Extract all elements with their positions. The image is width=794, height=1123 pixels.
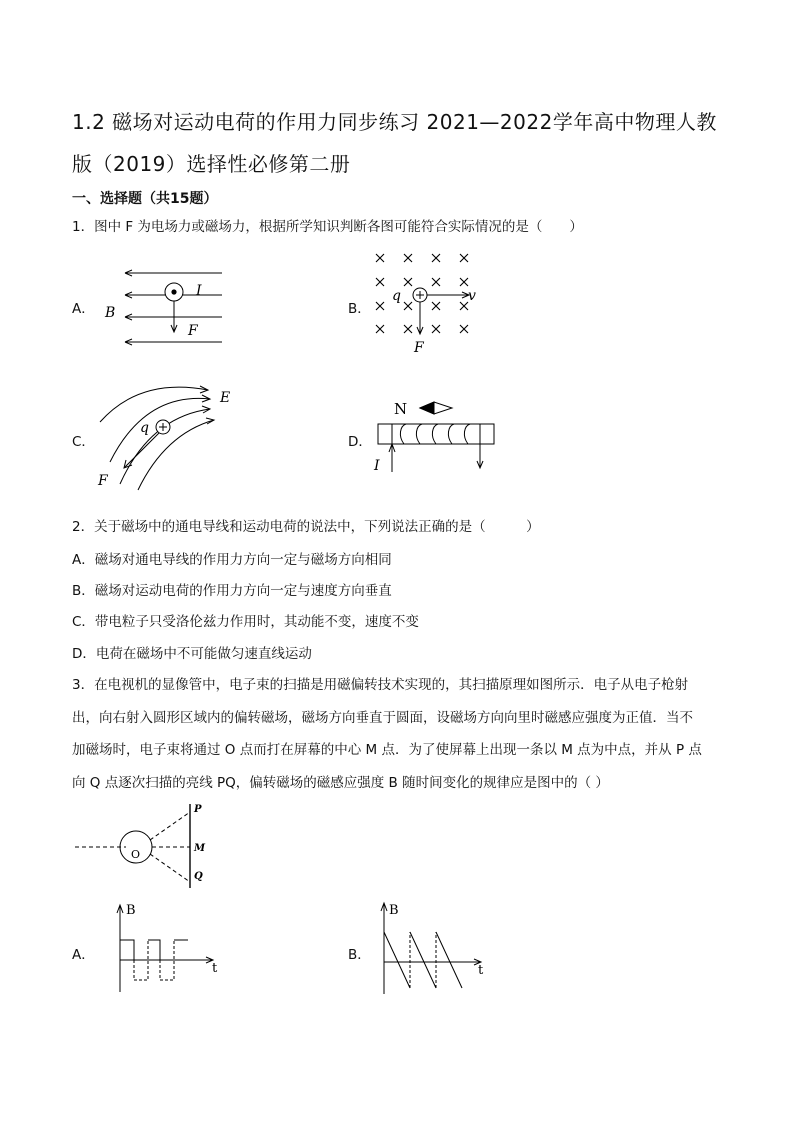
crt-label-p: P xyxy=(194,804,202,815)
q3-label-b: B． xyxy=(348,947,371,963)
q3-line-3: 加磁场时，电子束将通过 O 点而打在屏幕的中心 M 点．为了使屏幕上出现一条以 M 点为中点，并从 P 点 xyxy=(72,742,702,758)
graph-a-y-label: B xyxy=(126,903,136,918)
q3-label-a: A． xyxy=(72,947,95,963)
q1-label-b: B． xyxy=(348,301,371,317)
fig-c-label-f: F xyxy=(98,473,108,489)
graph-a-x-label: t xyxy=(212,961,218,976)
crt-label-o: O xyxy=(131,848,141,861)
fig-d-label-i: I xyxy=(374,458,380,474)
q1-figure-d xyxy=(368,392,508,484)
q1-figure-a xyxy=(100,265,240,355)
q3-line-4: 向 Q 点逐次扫描的亮线 PQ，偏转磁场的磁感应强度 B 随时间变化的规律应是图中的（ ） xyxy=(72,775,609,791)
page-title-line1: 1.2 磁场对运动电荷的作用力同步练习 2021—2022学年高中物理人教 xyxy=(72,110,717,134)
q1-label-c: C． xyxy=(72,434,95,450)
fig-c-label-e: E xyxy=(220,390,231,406)
graph-b-y-label: B xyxy=(389,903,399,918)
fig-a-label-b: B xyxy=(105,305,116,321)
q2-option-c: C．带电粒子只受洛伦兹力作用时，其动能不变，速度不变 xyxy=(72,614,419,630)
q3-graph-b xyxy=(372,900,497,995)
fig-b-label-f: F xyxy=(414,340,424,356)
q2-stem: 2．关于磁场中的通电导线和运动电荷的说法中，下列说法正确的是（ ） xyxy=(72,519,540,535)
q2-option-a: A．磁场对通电导线的作用力方向一定与磁场方向相同 xyxy=(72,552,392,568)
q3-line-1: 3．在电视机的显像管中，电子束的扫描是用磁偏转技术实现的，其扫描原理如图所示．电子从电子枪射 xyxy=(72,677,689,693)
q3-line-2: 出，向右射入圆形区域内的偏转磁场，磁场方向垂直于圆面，设磁场方向向里时磁感应强度为正值．当不 xyxy=(72,710,693,726)
fig-a-label-i: I xyxy=(196,283,202,299)
section-heading: 一、选择题（共15题） xyxy=(72,191,218,207)
fig-b-label-v: v xyxy=(468,288,476,304)
q3-graph-a xyxy=(100,900,225,995)
q1-figure-b xyxy=(368,248,488,358)
q1-figure-c xyxy=(90,372,250,492)
page-title-line2: 版（2019）选择性必修第二册 xyxy=(72,152,351,176)
q1-label-a: A． xyxy=(72,301,95,317)
q1-label-d: D． xyxy=(348,434,372,450)
graph-b-x-label: t xyxy=(478,963,484,978)
fig-d-label-n: N xyxy=(394,400,408,418)
q2-option-d: D．电荷在磁场中不可能做匀速直线运动 xyxy=(72,646,312,662)
q2-option-b: B．磁场对运动电荷的作用力方向一定与速度方向垂直 xyxy=(72,583,392,599)
q1-stem: 1．图中 F 为电场力或磁场力，根据所学知识判断各图可能符合实际情况的是（ ） xyxy=(72,219,583,235)
q3-crt-diagram xyxy=(72,800,222,890)
crt-label-q: Q xyxy=(194,871,203,882)
fig-b-label-q: q xyxy=(392,288,401,304)
crt-label-m: M xyxy=(194,843,206,854)
fig-c-label-q: q xyxy=(140,420,149,436)
fig-a-label-f: F xyxy=(188,323,198,339)
